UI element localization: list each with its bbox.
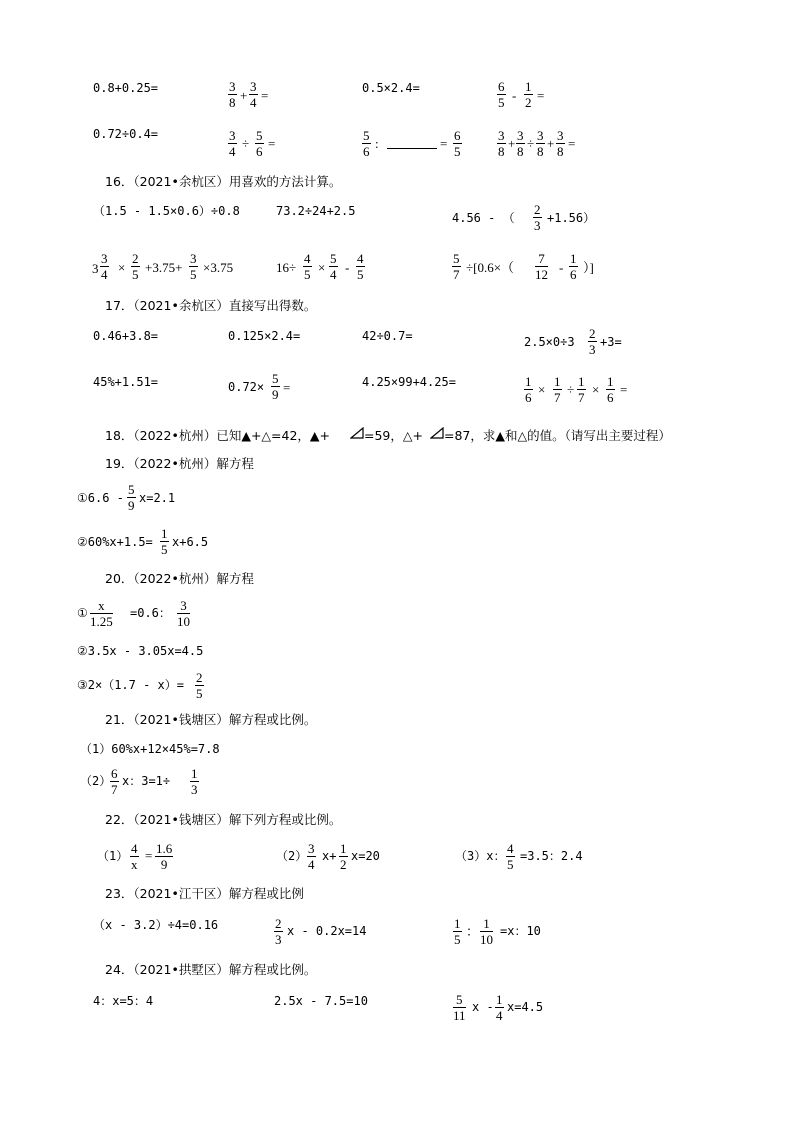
fraction: 1 4 <box>496 992 503 1023</box>
question-18-part3: =87，求▲和△的值。（请写出主要过程） <box>444 428 671 443</box>
fraction: 5 7 <box>453 251 460 282</box>
question-16-title: 16．（2021•余杭区）用喜欢的方法计算。 <box>105 174 342 189</box>
right-triangle-icon <box>350 427 364 439</box>
expr-q16-1: （1.5 - 1.5×0.6）÷0.8 <box>93 204 240 218</box>
fraction: 3 8 <box>557 128 564 159</box>
fraction: 1 7 <box>554 374 561 405</box>
fraction: 2 5 <box>196 670 203 701</box>
fraction: 1 6 <box>570 251 577 282</box>
expr-q16-2: 73.2÷24+2.5 <box>276 204 356 218</box>
eq-19-2a: ②60%x+1.5= <box>77 535 153 549</box>
fraction: 4 5 <box>304 251 311 282</box>
fraction: 1 2 <box>525 79 532 110</box>
expr-q17-2: 0.125×2.4= <box>228 329 301 343</box>
eq-21-2b: x：3=1÷ <box>122 774 171 788</box>
eq-22-3a: （3）x： <box>455 849 506 863</box>
eq-20-2: ②3.5x - 3.05x=4.5 <box>77 644 204 658</box>
expr-q15-r2-1: 0.72÷0.4= <box>93 127 159 141</box>
expr-q15-r1-3: 0.5×2.4= <box>362 81 420 95</box>
eq-19-2b: x+6.5 <box>172 535 209 549</box>
eq-22-3b: =3.5：2.4 <box>520 849 583 863</box>
fraction: 1.6 9 <box>156 841 173 872</box>
fraction: 4 x <box>131 841 138 872</box>
fraction: 3 8 <box>498 128 505 159</box>
expr-q15-r1-1: 0.8+0.25= <box>93 81 159 95</box>
fraction: 3 8 <box>517 128 524 159</box>
fraction: 3 8 <box>229 79 236 110</box>
fraction: 5 4 <box>330 251 337 282</box>
fraction: 2 3 <box>589 326 596 357</box>
eq-19-1a: ①6.6 - <box>77 491 124 505</box>
expr-q16-3a: 4.56 - （ <box>452 211 515 225</box>
eq-20-1a: ① <box>77 606 88 620</box>
fraction: 1 6 <box>525 374 532 405</box>
question-23-title: 23．（2021•江干区）解方程或比例 <box>105 886 304 901</box>
eq-23-1: （x - 3.2）÷4=0.16 <box>93 918 219 932</box>
fraction: 5 9 <box>128 482 135 513</box>
eq-19-1b: x=2.1 <box>139 491 176 505</box>
fraction: 3 4 <box>229 128 236 159</box>
fraction: 5 6 <box>363 128 370 159</box>
eq-22-1a: （1） <box>97 849 129 863</box>
expr-q17-4b: +3= <box>600 335 622 349</box>
worksheet-page: 0.8+0.25= 3 8 + 3 4 = 0.5×2.4= 6 5 - 1 2 = 0.72÷0.4= 3 4 ÷ 5 6 = 5 6 : = 6 5 3 8 + 3 8 ÷ 3 8 + 3 8 = 16．（2021•余杭区）用喜欢的方法计算。 （1.5 - 1.5×0.6）÷0.8 73.2÷24+2.5 4.56 - （ 2 3 +1.56） 3 3 4 × 2 5 +3.75+ 3 5 ×3.75 16÷ 4 5 × 5 4 - 4 5 5 7 ÷[0.6×（ 7 12 - 1 6 ）] 17．（2021•余杭区）直接写出得数。 0.46+3.8= 0.125×2.4= 42÷0.7= 2.5×0÷3 2 3 +3= 45%+1.51= 0.72× 5 9 = 4.25×99+4.25= 1 6 × 1 7 ÷ 1 7 × 1 6 = 18．（2022•杭州）已知▲+△=42，▲+ =59，△+ =87，求▲和△的值。（请写出主要过程） 19．（2022•杭州）解方程 ①6.6 - 5 9 x=2.1 ②60%x+1.5= 1 5 x+6.5 20．（2022•杭州）解方程 ① x 1.25 =0.6： 3 10 ②3.5x - 3.05x=4.5 ③2×（1.7 - x）= 2 5 21．（2021•钱塘区）解方程或比例。 （1）60%x+12×45%=7.8 （2） 6 7 x：3=1÷ 1 3 22．（2021•钱塘区）解下列方程或比例。 （1） 4 x = 1.6 9 （2） 3 4 x+ 1 2 x=20 （3）x： 4 5 =3.5：2.4 23．（2021•江干区）解方程或比例 （x - 3.2）÷4=0.16 2 3 x - 0.2x=14 1 5 ： 1 10 =x：10 24．（2021•拱墅区）解方程或比例。 4：x=5：4 2.5x - 7.5=10 5 11 x - 1 4 x=4.5 <box>77 79 671 1023</box>
fraction: x 1.25 <box>90 598 113 629</box>
question-19-title: 19．（2022•杭州）解方程 <box>105 456 254 471</box>
fraction: 3 4 <box>250 79 257 110</box>
fraction: 6 5 <box>498 79 505 110</box>
eq-22-2b: x+ <box>322 849 337 863</box>
fraction: 3 8 <box>537 128 544 159</box>
eq-20-1b: =0.6： <box>130 606 171 620</box>
fraction: 5 9 <box>272 371 279 402</box>
fraction: 2 3 <box>275 916 282 947</box>
question-17-title: 17．（2021•余杭区）直接写出得数。 <box>105 298 317 313</box>
fraction: 1 5 <box>161 526 168 557</box>
eq-22-2c: x=20 <box>351 849 380 863</box>
question-18-part2: =59，△+ <box>364 428 423 443</box>
expr-q17-6a: 0.72× <box>228 380 265 394</box>
fraction: 4 5 <box>357 251 364 282</box>
fraction: 6 5 <box>454 128 461 159</box>
fraction: 3 4 <box>308 841 315 872</box>
eq-24-3a: x - <box>472 1000 494 1014</box>
eq-22-2a: （2） <box>276 849 308 863</box>
eq-20-3a: ③2×（1.7 - x）= <box>77 678 185 692</box>
question-24-title: 24．（2021•拱墅区）解方程或比例。 <box>105 962 317 977</box>
eq-24-3b: x=4.5 <box>507 1000 544 1014</box>
fraction: 3 10 <box>177 598 190 629</box>
expr-q17-3: 42÷0.7= <box>362 329 413 343</box>
fraction: 1 5 <box>454 916 461 947</box>
fraction: 7 12 <box>535 251 548 282</box>
fraction: 1 7 <box>578 374 585 405</box>
eq-23-3b: =x：10 <box>500 924 541 938</box>
fraction: 2 5 <box>132 251 139 282</box>
fraction: 5 6 <box>256 128 263 159</box>
fraction: 1 2 <box>340 841 347 872</box>
fraction: 4 5 <box>507 841 514 872</box>
expr-q17-7: 4.25×99+4.25= <box>362 375 456 389</box>
answer-blank[interactable] <box>387 148 437 149</box>
fraction: 3 4 <box>101 251 108 282</box>
eq-21-2a: （2） <box>80 774 112 788</box>
fraction: 5 11 <box>453 992 466 1023</box>
fraction: 1 6 <box>607 374 614 405</box>
fraction: 6 7 <box>111 766 118 797</box>
fraction: 1 10 <box>480 916 493 947</box>
eq-24-1: 4：x=5：4 <box>93 994 154 1008</box>
expr-q17-5: 45%+1.51= <box>93 375 159 389</box>
fraction: 1 3 <box>191 766 198 797</box>
eq-24-2: 2.5x - 7.5=10 <box>274 994 368 1008</box>
expr-q16-3b: +1.56） <box>547 211 596 225</box>
expr-q17-1: 0.46+3.8= <box>93 329 159 343</box>
question-18-part1: 18．（2022•杭州）已知▲+△=42，▲+ <box>105 428 331 443</box>
question-21-title: 21．（2021•钱塘区）解方程或比例。 <box>105 712 317 727</box>
eq-21-1: （1）60%x+12×45%=7.8 <box>80 742 220 756</box>
question-22-title: 22．（2021•钱塘区）解下列方程或比例。 <box>105 812 342 827</box>
expr-q17-4a: 2.5×0÷3 <box>524 335 575 349</box>
eq-23-2b: x - 0.2x=14 <box>287 924 367 938</box>
fraction: 2 3 <box>534 202 541 233</box>
question-20-title: 20．（2022•杭州）解方程 <box>105 571 254 586</box>
fraction: 3 5 <box>190 251 197 282</box>
right-triangle-icon <box>430 427 444 439</box>
